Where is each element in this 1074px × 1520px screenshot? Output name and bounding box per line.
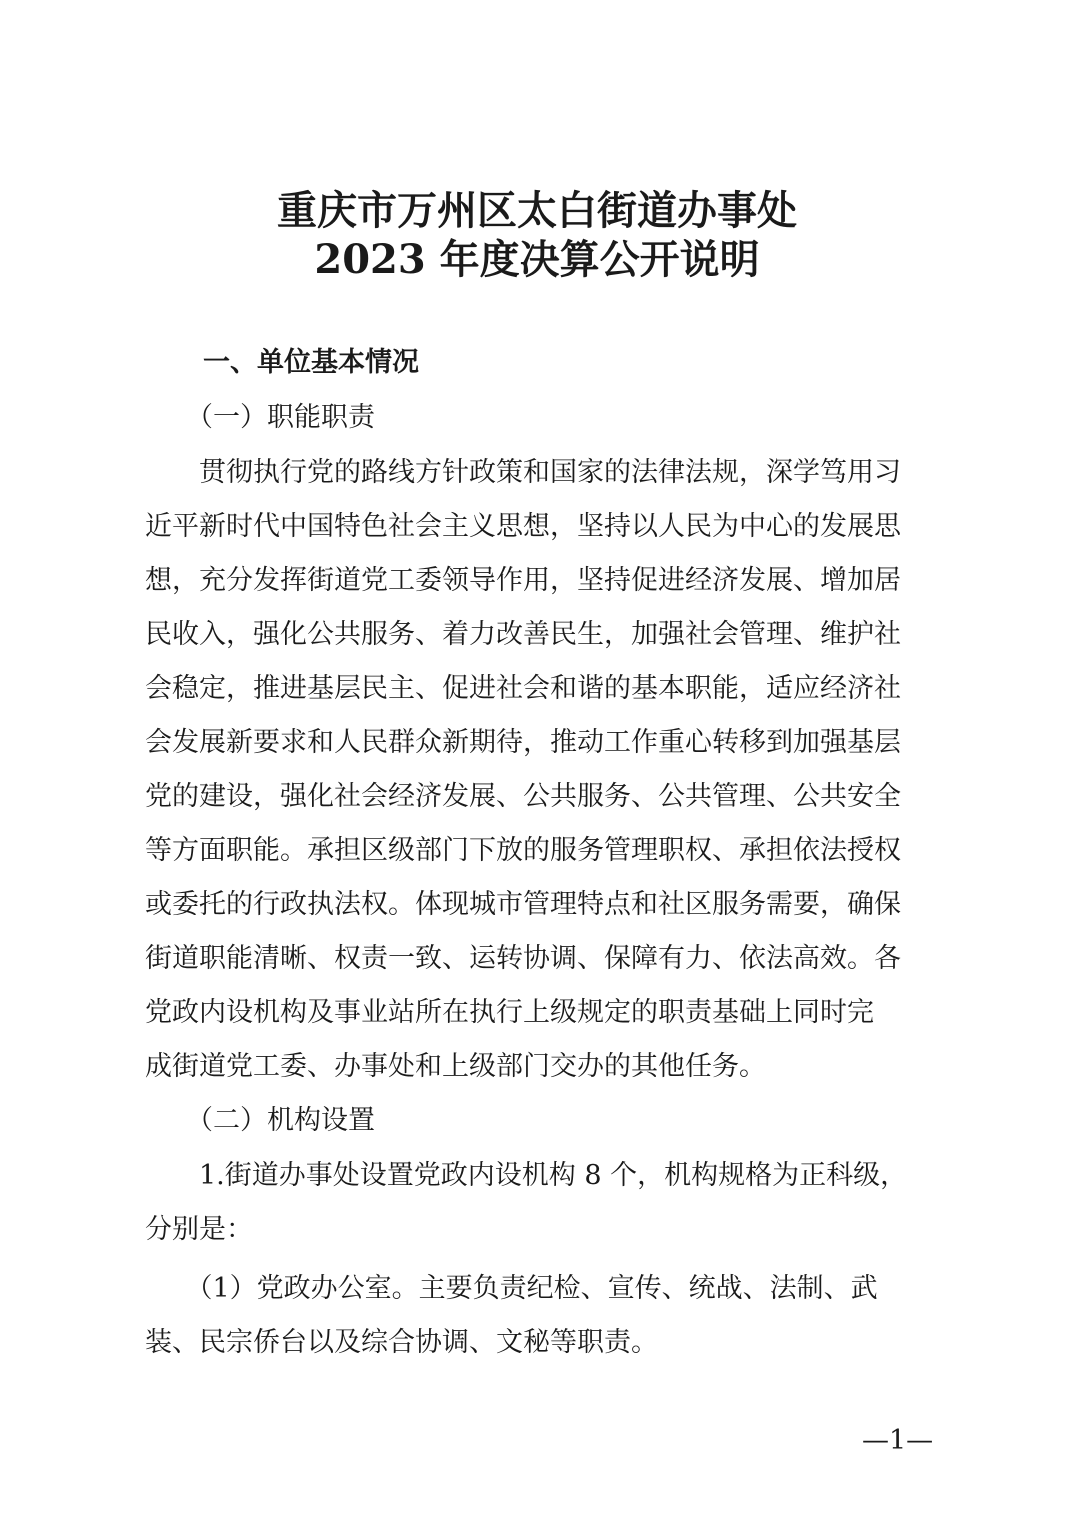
- duties-paragraph: [145, 446, 945, 1094]
- organization-paragraph: [145, 1149, 945, 1257]
- paragraph-line: 想，充分发挥街道党工委领导作用，坚持促进经济发展、增加居: [145, 565, 901, 596]
- page-number: —1—: [862, 1425, 934, 1456]
- paragraph-line: 会稳定，推进基层民主、促进社会和谐的基本职能，适应经济社: [145, 673, 901, 704]
- paragraph-line: 成街道党工委、办事处和上级部门交办的其他任务。: [145, 1051, 766, 1082]
- paragraph-line: 等方面职能。承担区级部门下放的服务管理职权、承担依法授权: [145, 835, 901, 866]
- paragraph-line: 党的建设，强化社会经济发展、公共服务、公共管理、公共安全: [145, 781, 901, 812]
- document-title-line-1: 重庆市万州区太白街道办事处: [277, 187, 797, 234]
- subsection-heading-organization: （二）机构设置: [186, 1105, 375, 1136]
- section-heading-unit-basics: 一、单位基本情况: [203, 347, 419, 378]
- document-title-line-2: 2023 年度决算公开说明: [314, 236, 760, 283]
- paragraph-line: 1.街道办事处设置党政内设机构 8 个，机构规格为正科级，: [145, 1160, 908, 1191]
- paragraph-line: 或委托的行政执法权。体现城市管理特点和社区服务需要，确保: [145, 889, 901, 920]
- paragraph-line: 会发展新要求和人民群众新期待，推动工作重心转移到加强基层: [145, 727, 901, 758]
- paragraph-line: 街道职能清晰、权责一致、运转协调、保障有力、依法高效。各: [145, 943, 901, 974]
- paragraph-line: 装、民宗侨台以及综合协调、文秘等职责。: [145, 1327, 658, 1358]
- paragraph-line: （1）党政办公室。主要负责纪检、宣传、统战、法制、武: [145, 1273, 878, 1304]
- paragraph-line: 民收入，强化公共服务、着力改善民生，加强社会管理、维护社: [145, 619, 901, 650]
- subsection-heading-duties: （一）职能职责: [186, 402, 375, 433]
- paragraph-line: 贯彻执行党的路线方针政策和国家的法律法规，深学笃用习: [145, 457, 901, 488]
- paragraph-line: 分别是：: [145, 1214, 253, 1245]
- paragraph-line: 近平新时代中国特色社会主义思想，坚持以人民为中心的发展思: [145, 511, 901, 542]
- office-paragraph: [145, 1262, 945, 1370]
- paragraph-line: 党政内设机构及事业站所在执行上级规定的职责基础上同时完: [145, 997, 874, 1028]
